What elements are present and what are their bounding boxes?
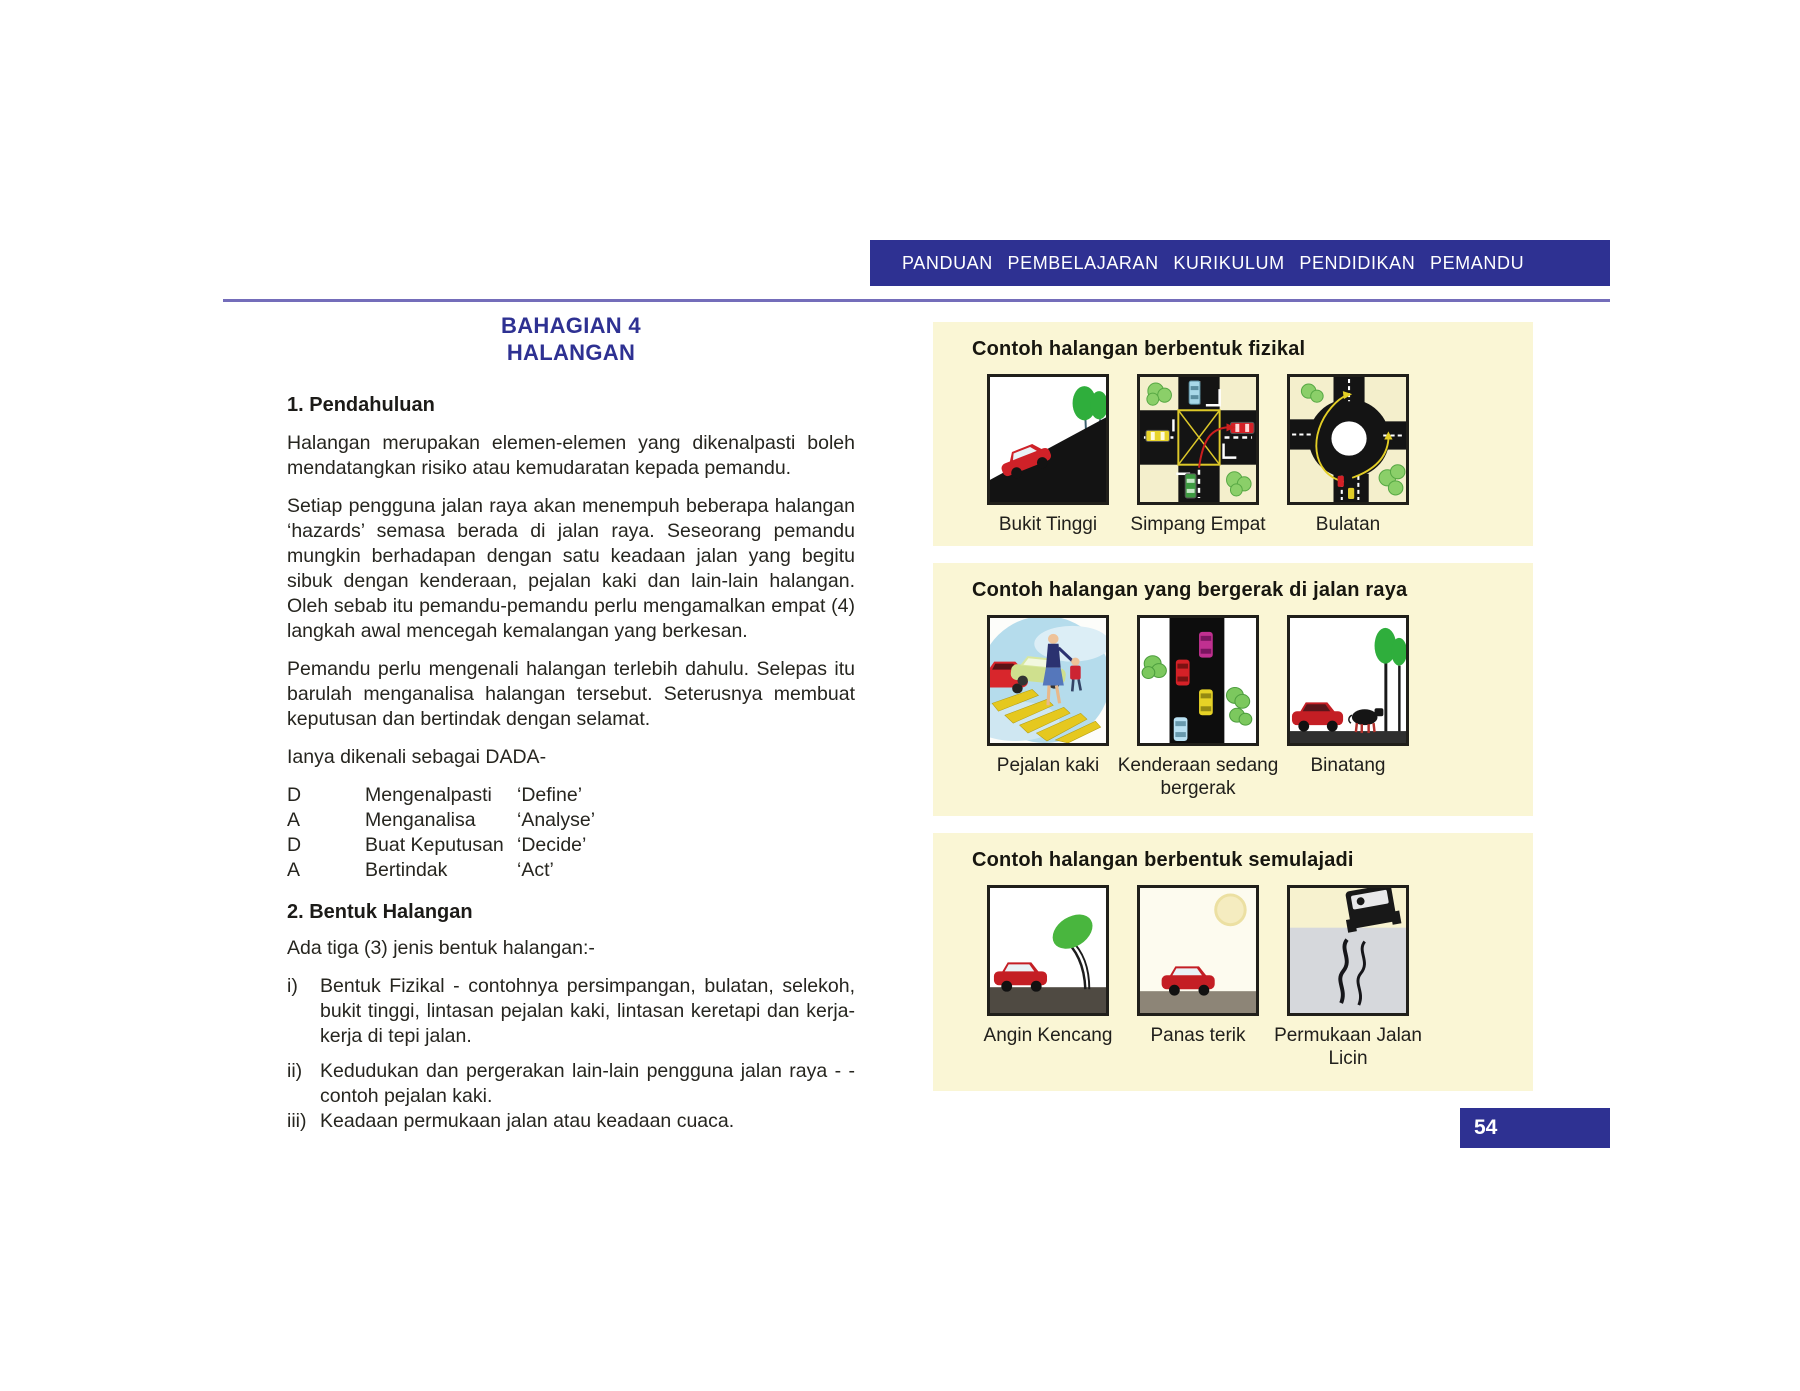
dada-malay: Menganalisa xyxy=(365,809,476,831)
list-marker: ii) xyxy=(287,1060,303,1082)
figure-caption: Bukit Tinggi xyxy=(998,514,1098,535)
paragraph-3: Pemandu perlu mengenali halangan terlebih dahulu. Selepas itu barulah menganalisa halangan tersebut. Seterusnya membuat keputusan dan bertindak dengan selamat. xyxy=(287,658,855,730)
strong-wind-illustration xyxy=(990,888,1106,1013)
figure-caption: Angin Kencang xyxy=(983,1025,1113,1046)
section2-heading: 2. Bentuk Halangan xyxy=(287,901,473,923)
paragraph-1: Halangan merupakan elemen-elemen yang dikenalpasti boleh mendatangkan risiko atau kemudaratan kepada pemandu. xyxy=(287,432,855,479)
crossroads-junction-illustration xyxy=(1140,377,1256,502)
list-text: Kedudukan dan pergerakan lain-lain pengguna jalan raya - - contoh pejalan kaki. xyxy=(320,1060,855,1107)
figure-caption: Bulatan xyxy=(1315,514,1381,535)
figure xyxy=(1287,374,1409,536)
figure-frame xyxy=(1137,885,1259,1016)
figure-row xyxy=(933,374,1533,536)
figure xyxy=(1137,885,1259,1070)
figure-frame xyxy=(1137,615,1259,746)
steep-hill-car-illustration xyxy=(990,377,1106,502)
panel-title: Contoh halangan berbentuk semulajadi xyxy=(972,849,1354,871)
list-item xyxy=(287,974,855,1049)
page-title-line2: HALANGAN xyxy=(506,340,636,365)
figure xyxy=(1287,615,1409,800)
figure-caption: Kenderaan sedang bergerak xyxy=(1117,755,1279,799)
list-item xyxy=(287,1059,855,1109)
page-title-line1: BAHAGIAN 4 xyxy=(501,313,641,338)
figure-frame xyxy=(987,615,1109,746)
list-marker: i) xyxy=(287,975,298,997)
header-title: PANDUAN PEMBELAJARAN KURIKULUM PENDIDIKAN PEMANDU xyxy=(902,253,1525,273)
hot-sun-illustration xyxy=(1140,888,1256,1013)
figure xyxy=(987,615,1109,800)
page-number-badge xyxy=(1460,1108,1610,1148)
header-bar xyxy=(870,240,1610,286)
figure xyxy=(983,885,1113,1070)
panel-moving-hazards xyxy=(933,563,1533,816)
figure-caption: Permukaan Jalan Licin xyxy=(1274,1025,1422,1069)
hazard-type-list xyxy=(287,974,855,1134)
paragraph-4: Ianya dikenali sebagai DADA- xyxy=(287,746,547,768)
dada-table xyxy=(287,783,855,883)
figure-caption: Binatang xyxy=(1310,755,1386,776)
dada-malay: Mengenalpasti xyxy=(365,784,492,806)
panel-title: Contoh halangan berbentuk fizikal xyxy=(972,338,1306,360)
slippery-road-illustration xyxy=(1290,888,1406,1013)
dada-letter: D xyxy=(287,784,302,806)
dada-english: ‘Act’ xyxy=(517,859,554,881)
section2-intro: Ada tiga (3) jenis bentuk halangan:- xyxy=(287,937,595,959)
figure-frame xyxy=(1287,885,1409,1016)
figure-caption: Pejalan kaki xyxy=(996,755,1100,776)
list-text: Keadaan permukaan jalan atau keadaan cuaca. xyxy=(320,1110,735,1132)
dada-english: ‘Decide’ xyxy=(517,834,587,856)
dada-malay: Buat Keputusan xyxy=(365,834,504,856)
dada-english: ‘Define’ xyxy=(517,784,583,806)
dada-malay: Bertindak xyxy=(365,859,448,881)
figure-row xyxy=(933,885,1533,1070)
figure-caption: Panas terik xyxy=(1150,1025,1246,1046)
article-column xyxy=(287,312,855,1134)
panel-natural-hazards xyxy=(933,833,1533,1091)
list-text: Bentuk Fizikal - contohnya persimpangan, bulatan, selekoh, bukit tinggi, lintasan pejalan kaki, lintasan keretapi dan kerja-kerja di tepi jalan. xyxy=(320,975,855,1047)
figure-frame xyxy=(987,885,1109,1016)
dada-letter: A xyxy=(287,809,301,831)
pedestrian-crossing-illustration xyxy=(990,618,1106,743)
paragraph-2: Setiap pengguna jalan raya akan menempuh beberapa halangan ‘hazards’ semasa berada di jalan raya. Seseorang pemandu mungkin berhadapan dengan satu keadaan jalan yang begitu sibuk dengan kenderaan, pejalan kaki dan lain-lain halangan. Oleh sebab itu pemandu-pemandu perlu mengamalkan empat (4) langkah awal mencegah kemalangan yang berkesan. xyxy=(287,495,855,642)
animal-on-road-illustration xyxy=(1290,618,1406,743)
figure xyxy=(1117,615,1279,800)
figure-frame xyxy=(1287,615,1409,746)
figure-caption: Simpang Empat xyxy=(1130,514,1266,535)
list-item xyxy=(287,1109,855,1134)
panel-title: Contoh halangan yang bergerak di jalan raya xyxy=(972,579,1408,601)
dada-letter: D xyxy=(287,834,302,856)
moving-vehicles-illustration xyxy=(1140,618,1256,743)
dada-letter: A xyxy=(287,859,301,881)
header-rule xyxy=(223,299,1610,302)
page-number: 54 xyxy=(1474,1116,1498,1139)
figure-frame xyxy=(1137,374,1259,505)
page-title xyxy=(287,312,855,366)
figure-row xyxy=(933,615,1533,800)
figure xyxy=(987,374,1109,536)
panel-physical-hazards xyxy=(933,322,1533,546)
figure xyxy=(1130,374,1266,536)
section1-heading: 1. Pendahuluan xyxy=(287,394,435,416)
figure-frame xyxy=(987,374,1109,505)
roundabout-illustration xyxy=(1290,377,1406,502)
list-marker: iii) xyxy=(287,1110,307,1132)
figure-frame xyxy=(1287,374,1409,505)
dada-english: ‘Analyse’ xyxy=(517,809,596,831)
figure xyxy=(1274,885,1422,1070)
